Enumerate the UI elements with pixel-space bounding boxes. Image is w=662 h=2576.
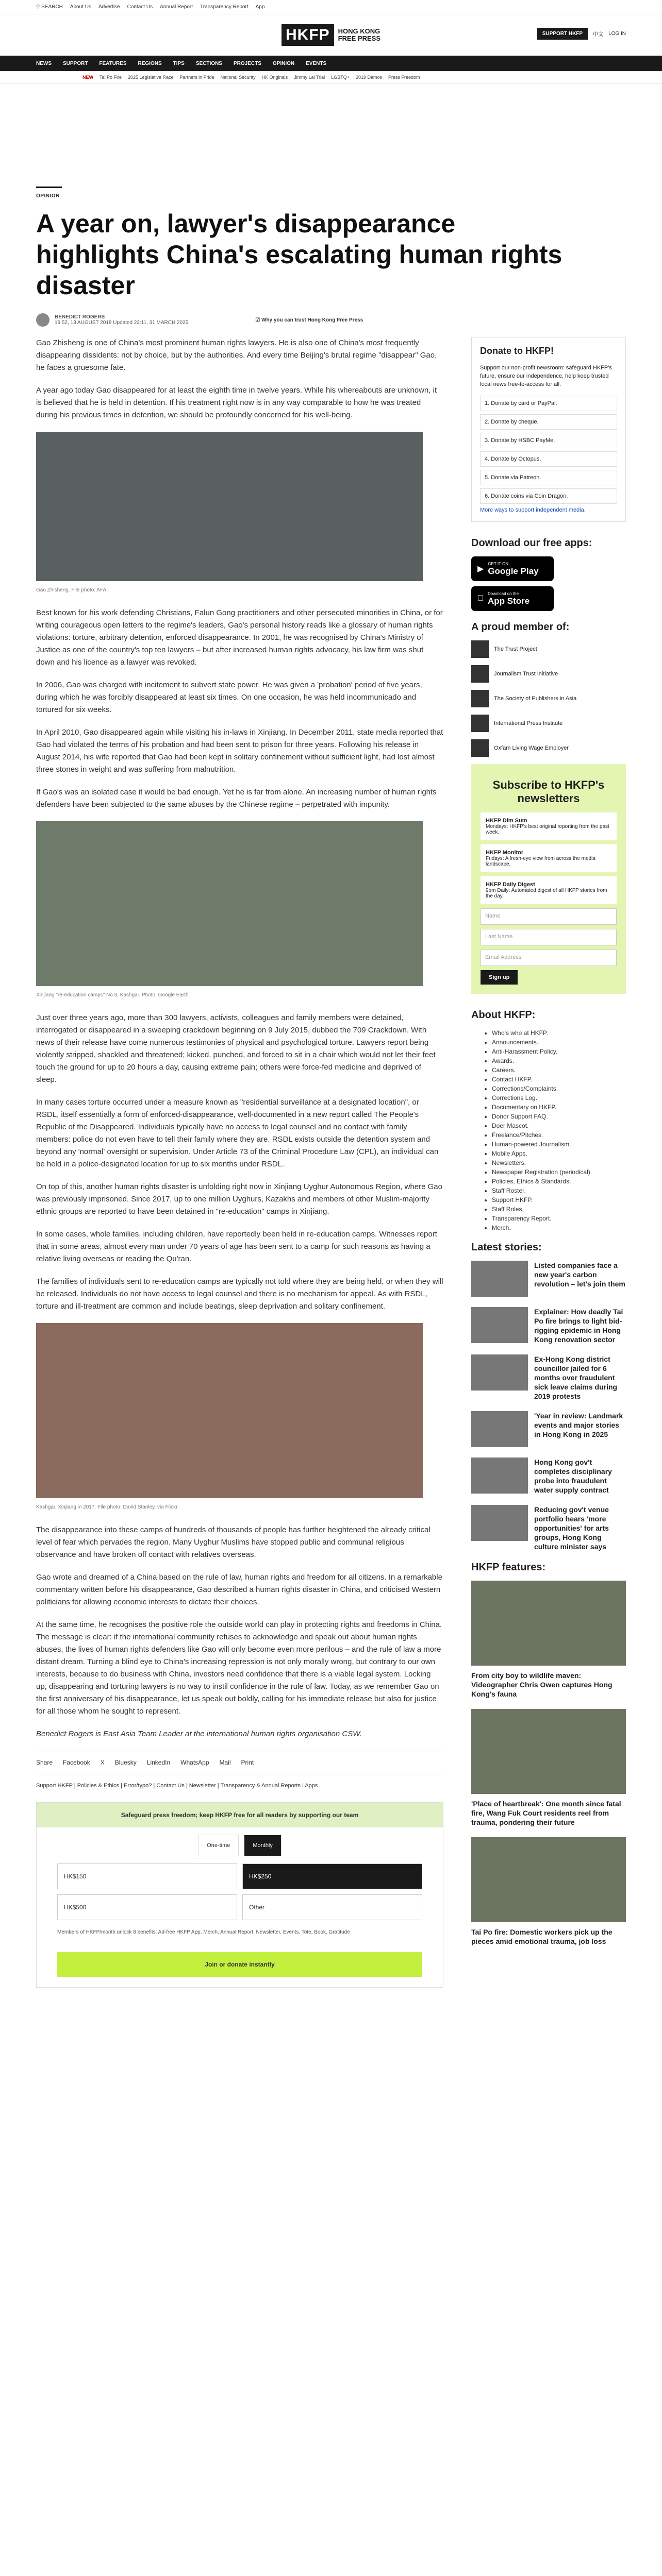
last-name-input[interactable]: Last Name xyxy=(481,929,617,945)
member-name: Oxfam Living Wage Employer xyxy=(494,745,569,751)
app-link[interactable]: App xyxy=(255,4,265,10)
about-link[interactable]: • Policies, Ethics & Standards. xyxy=(492,1178,626,1185)
about-link[interactable]: • Corrections Log. xyxy=(492,1094,626,1101)
trending-link[interactable]: 2019 Demos xyxy=(355,74,382,80)
about-link[interactable]: • Newsletters. xyxy=(492,1159,626,1166)
feature-image[interactable] xyxy=(471,1837,626,1922)
about-link[interactable]: • Corrections/Complaints. xyxy=(492,1085,626,1092)
paragraph: The disappearance into these camps of hundreds of thousands of people has further heightened the already critical level of fear which pervades the region. Many Uyghur Muslims have stopped public and communal religious observance and have broken off contact with relatives overseas. xyxy=(36,1526,431,1559)
paragraph: Best known for his work defending Christians, Falun Gong practitioners and other persecuted minorities in China, or for writing courageous open letters to the regime's leaders, Gao's personal history reads like a glossary of human rights violations: torture, arbitrary detention, enforced disappearance. In 2001, he was recognised by China's Ministry of Justice as one of the country's top ten lawyers – but after increased human rights advocacy, his law firm was shut down and his licence as a lawyer was revoked. xyxy=(36,608,443,667)
main-nav xyxy=(0,56,662,71)
paragraph: Gao Zhisheng is one of China's most prominent human rights lawyers. He is also one of China's most frequently disappearing dissidents: not by choice, but by the authorities. And every time Beijing's brutal regime "disappear" Gao, he faces a gruesome fate. xyxy=(36,338,437,372)
share-bar xyxy=(36,1751,443,1774)
donate-method[interactable]: 5. Donate via Patreon. xyxy=(480,470,617,485)
member-logo[interactable] xyxy=(471,665,626,683)
about-link[interactable]: • Doer Mascot. xyxy=(492,1122,626,1129)
amount-option[interactable]: HK$250 xyxy=(242,1863,422,1889)
byline xyxy=(36,313,626,327)
nav-item[interactable]: NEWS xyxy=(36,60,52,66)
newsletter-name: HKFP Daily Digest xyxy=(486,882,535,888)
trending-link[interactable]: LGBTQ+ xyxy=(331,74,350,80)
logo-icon xyxy=(471,665,489,683)
share-link[interactable]: Share xyxy=(36,1759,53,1766)
story-thumbnail xyxy=(471,1354,528,1391)
nav-item[interactable]: FEATURES xyxy=(99,60,127,66)
about-link[interactable]: • Staff Roster. xyxy=(492,1187,626,1194)
trending-link[interactable]: Tai Po Fire xyxy=(100,74,122,80)
member-logo[interactable] xyxy=(471,715,626,732)
newsletter-desc: 9pm Daily: Automated digest of all HKFP stories from the day. xyxy=(486,888,607,899)
newsletter-option[interactable] xyxy=(481,812,617,840)
story-title[interactable]: 'Year in review: Landmark events and major stories in Hong Kong in 2025 xyxy=(534,1412,623,1438)
newsletter-name: HKFP Dim Sum xyxy=(486,818,527,824)
nav-item[interactable]: EVENTS xyxy=(306,60,327,66)
newsletter-desc: Fridays: A fresh-eye view from across the media landscape. xyxy=(486,856,595,867)
share-link[interactable]: WhatsApp xyxy=(180,1759,209,1766)
about-list xyxy=(471,1029,626,1231)
newsletter-option[interactable] xyxy=(481,876,617,904)
donate-widget xyxy=(471,337,626,522)
share-link[interactable]: LinkedIn xyxy=(146,1759,171,1766)
footer-links[interactable]: Support HKFP | Policies & Ethics | Error/typo? | Contact Us | Newsletter | Transparency & Annual Reports | Apps xyxy=(36,1783,318,1789)
donate-method[interactable]: 3. Donate by HSBC PayMe. xyxy=(480,433,617,448)
logo-icon xyxy=(471,715,489,732)
site-logo[interactable]: HKFP HONG KONG FREE PRESS xyxy=(282,24,380,46)
new-label: NEW xyxy=(82,74,93,80)
paragraph: In many cases torture occurred under a measure known as "residential surveillance at a designated location", or RSDL, itself essentially a form of enforced-disappearance, well-documented in a new report called The People's Republic of the Disappeared. Individuals typically have no access to legal counsel and no contact with family members: police do not even have to tell their family where they are. RSDL exists outside the detention system and beyond any 'normal' oversight or supervision. Under Article 73 of the Criminal Procedure Law (CPL), an individual can be held in a police-designated location for up to six months under RSDL. xyxy=(36,1098,439,1168)
nav-item[interactable]: SECTIONS xyxy=(195,60,222,66)
donate-box xyxy=(36,1802,443,1988)
trending-bar xyxy=(0,71,662,83)
about-link[interactable]: About Us xyxy=(70,4,91,10)
author-name[interactable]: BENEDICT ROGERS xyxy=(55,314,105,320)
donate-text: Support our non-profit newsroom: safeguard HKFP's future, ensure our independence, help keep trusted local news free-to-access for all. xyxy=(480,365,612,387)
about-link[interactable]: • Support HKFP. xyxy=(492,1196,626,1204)
story-title[interactable]: Reducing gov't venue portfolio hears 'more opportunities' for arts groups, Hong Kong culture minister says xyxy=(534,1505,609,1551)
logo-icon xyxy=(471,739,489,757)
paragraph: In 2006, Gao was charged with incitement to subvert state power. He was given a 'probation' period of five years, during which he was forcibly disappeared at least six times. On one occasion, he was held incommunicado and tortured for six weeks. xyxy=(36,681,422,714)
about-heading: About HKFP: xyxy=(471,1009,536,1021)
story-thumbnail xyxy=(471,1411,528,1447)
newsletter-name: HKFP Monitor xyxy=(486,850,524,856)
article-body xyxy=(36,337,443,1988)
story-title[interactable]: Ex-Hong Kong district councillor jailed for 6 months over fraudulent sick leave claims during 2019 protests xyxy=(534,1355,618,1400)
newsletter-option[interactable] xyxy=(481,844,617,872)
about-link[interactable]: • Announcements. xyxy=(492,1039,626,1046)
member-logo[interactable] xyxy=(471,739,626,757)
about-link[interactable]: • Who's who at HKFP. xyxy=(492,1029,626,1037)
logo-icon xyxy=(471,640,489,658)
signup-button[interactable]: Sign up xyxy=(481,970,518,985)
more-ways-link[interactable]: More ways to support independent media. xyxy=(480,507,586,513)
language-link[interactable]: 中文 xyxy=(593,32,604,38)
trending-link[interactable]: National Security xyxy=(220,74,256,80)
share-link[interactable]: X xyxy=(100,1759,105,1766)
latest-story[interactable] xyxy=(471,1354,626,1401)
newsletter-desc: Mondays: HKFP's best original reporting from the past week. xyxy=(486,824,609,835)
feature-image[interactable] xyxy=(471,1581,626,1666)
share-link[interactable]: Mail xyxy=(219,1759,231,1766)
author-bio: Benedict Rogers is East Asia Team Leader at the international human rights organisation CSW. xyxy=(36,1730,362,1738)
donate-method[interactable]: 2. Donate by cheque. xyxy=(480,414,617,430)
app-store-badge[interactable]: Download on the App Store xyxy=(471,586,554,611)
section-label[interactable]: OPINION xyxy=(36,187,62,199)
advertise-link[interactable]: Advertise xyxy=(98,4,120,10)
logo-icon xyxy=(471,690,489,707)
trust-link[interactable]: ☑ Why you can trust Hong Kong Free Press xyxy=(255,317,363,323)
paragraph: A year ago today Gao disappeared for at least the eighth time in twelve years. While his whereabouts are unknown, it is believed that he is held in detention. If his treatment right now is in any way comparable to how he was treated during his previous times in detention, we should be profoundly concerned for his well-being. xyxy=(36,386,437,419)
nav-item[interactable]: PROJECTS xyxy=(233,60,261,66)
search-link[interactable]: ⚲ SEARCH xyxy=(36,4,63,10)
paragraph: In some cases, whole families, including children, have reportedly been held in re-education camps. Witnesses report that in some areas, almost every man under 70 years of age has been sent to a camp for such reasons as having a relative living overseas or reading the Qu'ran. xyxy=(36,1230,437,1263)
paragraph: The families of individuals sent to re-education camps are typically not told where they are being held, or when they will be released. Individuals do not have access to legal counsel and there is no mechanism for appeal. As with RSDL, torture and ill-treatment are common and include beatings, sleep deprivation and solitary confinement. xyxy=(36,1277,443,1311)
about-link[interactable]: • Anti-Harassment Policy. xyxy=(492,1048,626,1055)
feature-title[interactable]: From city boy to wildlife maven: Videographer Chris Owen captures Hong Kong's fauna xyxy=(471,1671,613,1698)
about-link[interactable]: • Donor Support FAQ. xyxy=(492,1113,626,1120)
share-link[interactable]: Print xyxy=(241,1759,254,1766)
author-avatar xyxy=(36,313,49,327)
transparency-link[interactable]: Transparency Report xyxy=(200,4,249,10)
nav-item[interactable]: REGIONS xyxy=(138,60,162,66)
about-link[interactable]: • Transparency Report. xyxy=(492,1215,626,1222)
article-title: A year on, lawyer's disappearance highlights China's escalating human rights disaster xyxy=(36,209,562,300)
trending-link[interactable]: 2025 Legislative Race xyxy=(128,74,174,80)
utility-bar xyxy=(0,0,662,14)
donate-method[interactable]: 6. Donate coins via Coin Dragon. xyxy=(480,488,617,504)
about-link[interactable]: • Staff Roles. xyxy=(492,1206,626,1213)
latest-story[interactable] xyxy=(471,1411,626,1447)
trending-link[interactable]: Press Freedom xyxy=(388,74,420,80)
amount-option[interactable]: HK$150 xyxy=(57,1863,237,1889)
latest-story[interactable] xyxy=(471,1505,626,1551)
member-name: International Press Institute xyxy=(494,720,563,726)
member-name: The Trust Project xyxy=(494,646,537,652)
google-play-badge[interactable]: ▶ GET IT ON Google Play xyxy=(471,556,554,581)
apps-heading: Download our free apps: xyxy=(471,537,592,549)
latest-heading: Latest stories: xyxy=(471,1242,542,1253)
feature-image[interactable] xyxy=(471,1709,626,1794)
newsletter-widget xyxy=(471,764,626,994)
feature-title[interactable]: 'Place of heartbreak': One month since fatal fire, Wang Fuk Court residents reel from trauma, pondering their future xyxy=(471,1800,621,1826)
contact-link[interactable]: Contact Us xyxy=(127,4,153,10)
features-heading: HKFP features: xyxy=(471,1562,546,1573)
latest-story[interactable] xyxy=(471,1261,626,1297)
latest-story[interactable] xyxy=(471,1458,626,1495)
caption: Gao Zhisheng. File photo: AFA. xyxy=(36,587,108,593)
member-heading: A proud member of: xyxy=(471,621,570,633)
about-link[interactable]: • Documentary on HKFP. xyxy=(492,1104,626,1111)
login-link[interactable]: LOG IN xyxy=(608,31,626,37)
story-title[interactable]: Listed companies face a new year's carbon revolution – let's join them xyxy=(534,1261,625,1288)
caption: Xinjiang "re-education camps" No.3, Kashgar. Photo: Google Earth. xyxy=(36,992,190,998)
story-title[interactable]: Explainer: How deadly Tai Po fire brings to light bid-rigging epidemic in Hong Kong renovation sector xyxy=(534,1308,623,1344)
trending-link[interactable]: Jimmy Lai Trial xyxy=(294,74,325,80)
about-link[interactable]: • Careers. xyxy=(492,1066,626,1074)
apple-icon xyxy=(477,594,484,603)
paragraph: Just over three years ago, more than 300 lawyers, activists, colleagues and family members were detained, interrogated or disappeared in a sweeping crackdown beginning on 9 July 2015, dubbed the 709 Crackdown. With news of their release have come numerous testimonies of physical and psychological torture. Lawyers report being violently stripped, shackled and threatened; kicked, punched, and forced to sit in a chair which would not let their feet touch the ground for up to 20 hours a day, causing extreme pain; others were force-fed medicine and deprived of sleep. xyxy=(36,1013,436,1084)
amount-option[interactable]: HK$500 xyxy=(57,1894,237,1920)
story-thumbnail xyxy=(471,1458,528,1494)
latest-story[interactable] xyxy=(471,1307,626,1344)
nav-item[interactable]: OPINION xyxy=(272,60,295,66)
paragraph: In April 2010, Gao disappeared again while visiting his in-laws in Xinjiang. In December 2011, state media reported that Gao had violated the terms of his probation and had been sent to prison for three years. Following his release in August 2014, his wife reported that Gao had been kept in solitary confinement without sufficient light, had lost almost three stones in weight and was suffering from malnutrition. xyxy=(36,728,443,774)
member-logo[interactable] xyxy=(471,690,626,707)
amount-option[interactable]: Other xyxy=(242,1894,422,1920)
camp-satellite-photo xyxy=(36,821,423,986)
support-button[interactable]: SUPPORT HKFP xyxy=(537,28,588,40)
paragraph: If Gao's was an isolated case it would be bad enough. Yet he is far from alone. An increasing number of human rights defenders have been subjected to the same abuses by the Chinese regime – perpetrated with impunity. xyxy=(36,788,437,809)
paragraph: Gao wrote and dreamed of a China based on the rule of law, human rights and freedom for all citizens. In a remarkable commentary written before his disappearance, Gao described a human rights disaster in China, and criticised Western politicians for allowing economic interests to dictate their choices. xyxy=(36,1573,442,1606)
about-link[interactable]: • Awards. xyxy=(492,1057,626,1064)
article-dates: 19:52, 13 AUGUST 2018 Updated 22:11, 31 MARCH 2025 xyxy=(55,320,189,326)
nav-item[interactable]: TIPS xyxy=(173,60,185,66)
donate-note: Members of HKFP/month unlock 8 benefits: Ad-free HKFP App, Merch, Annual Report, Newsletter, Events, Tote, Book, Gratitude xyxy=(57,1929,350,1935)
member-name: Journalism Trust Initiative xyxy=(494,671,558,677)
about-link[interactable]: • Merch. xyxy=(492,1224,626,1231)
join-button[interactable]: Join or donate instantly xyxy=(57,1952,422,1977)
annual-report-link[interactable]: Annual Report xyxy=(160,4,193,10)
member-logo[interactable] xyxy=(471,640,626,658)
about-link[interactable]: • Contact HKFP. xyxy=(492,1076,626,1083)
kashgar-photo xyxy=(36,1323,423,1498)
email-input[interactable]: Email Address xyxy=(481,950,617,966)
story-thumbnail xyxy=(471,1307,528,1343)
donate-title: Donate to HKFP! xyxy=(480,346,554,356)
about-link[interactable]: • Newspaper Registration (periodical). xyxy=(492,1168,626,1176)
story-thumbnail xyxy=(471,1261,528,1297)
nav-item[interactable]: SUPPORT xyxy=(63,60,88,66)
masthead xyxy=(0,14,662,56)
share-link[interactable]: Bluesky xyxy=(114,1759,137,1766)
member-name: The Society of Publishers in Asia xyxy=(494,696,577,702)
about-link[interactable]: • Mobile Apps. xyxy=(492,1150,626,1157)
trending-link[interactable]: HK Originals xyxy=(261,74,288,80)
donate-method[interactable]: 4. Donate by Octopus. xyxy=(480,451,617,467)
donate-method[interactable]: 1. Donate by card or PayPal. xyxy=(480,396,617,411)
one-time-toggle[interactable]: One-time xyxy=(198,1835,239,1856)
paragraph: At the same time, he recognises the positive role the outside world can play in protecting rights and freedoms in China. The message is clear: if the international community refuses to acknowledge and speak out about human rights abuses, the lives of human rights defenders like Gao will only become even more perilous – and the rule of law a more distant dream. Turning a blind eye to China's increasing repression is not only morally wrong, but contrary to our own interests, because to do business with China, investors need confidence that there is a viable legal system. Locking up, disappearing and torturing lawyers is no way to instil confidence in the rule of law. Today, as we remember Gao on the first anniversary of his disappearance, let us speak out boldly, calling for his immediate release but also for justice for all those whom he sought to represent. xyxy=(36,1620,442,1716)
gao-photo xyxy=(36,432,423,581)
play-icon: ▶ xyxy=(477,565,484,573)
story-title[interactable]: Hong Kong gov't completes disciplinary probe into fraudulent water supply contract xyxy=(534,1458,612,1494)
sidebar xyxy=(471,337,626,1956)
monthly-toggle[interactable]: Monthly xyxy=(244,1835,282,1856)
caption: Kashgar, Xinjiang in 2017. File photo: David Stanley, via Flickr. xyxy=(36,1504,179,1510)
story-thumbnail xyxy=(471,1505,528,1541)
feature-title[interactable]: Tai Po fire: Domestic workers pick up the pieces amid emotional trauma, job loss xyxy=(471,1928,613,1945)
share-link[interactable]: Facebook xyxy=(63,1759,90,1766)
about-link[interactable]: • Freelance/Pitches. xyxy=(492,1131,626,1139)
name-input[interactable]: Name xyxy=(481,908,617,925)
donate-bar: Safeguard press freedom; keep HKFP free for all readers by supporting our team xyxy=(37,1803,443,1827)
newsletter-title: Subscribe to HKFP's newsletters xyxy=(492,778,605,805)
trending-link[interactable]: Partners in Pride xyxy=(179,74,214,80)
about-link[interactable]: • Human-powered Journalism. xyxy=(492,1141,626,1148)
paragraph: On top of this, another human rights disaster is unfolding right now in Xinjiang Uyghur Autonomous Region, where Gao was previously imprisoned. Since 2017, up to one million Uyghurs, Kazakhs and members of other Muslim-majority ethnic groups are reported to have been detained in "re-education" camps in Xinjiang. xyxy=(36,1182,442,1216)
